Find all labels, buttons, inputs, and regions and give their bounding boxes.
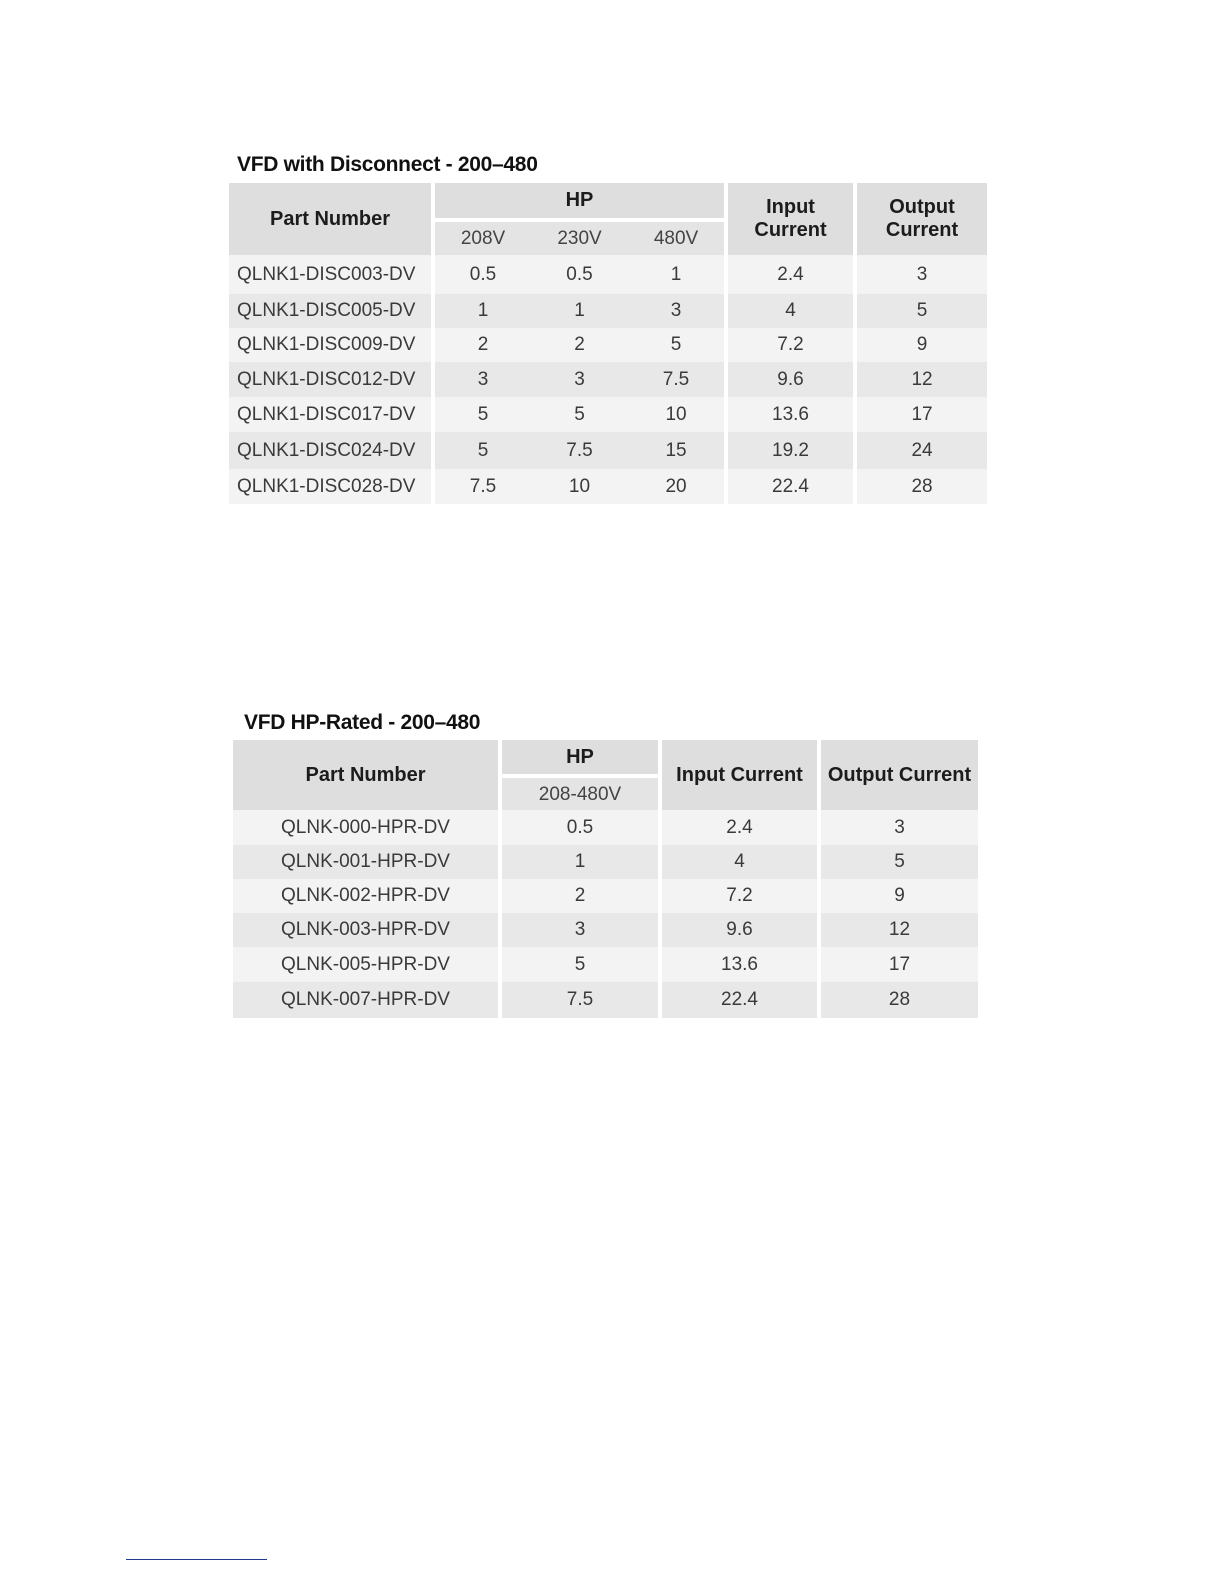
- part-number-cell: QLNK-002-HPR-DV: [233, 879, 500, 913]
- value-cell: 17: [819, 947, 978, 982]
- value-cell: 4: [726, 294, 855, 328]
- value-cell: 1: [628, 255, 726, 294]
- value-cell: 3: [628, 294, 726, 328]
- value-cell: 0.5: [500, 810, 660, 845]
- value-cell: 3: [819, 810, 978, 845]
- output-current-header: Output Current: [855, 183, 987, 255]
- table-row: [229, 255, 987, 294]
- value-cell: 1: [433, 294, 531, 328]
- input-current-header: Input Current: [660, 740, 819, 810]
- part-number-cell: QLNK1-DISC024-DV: [229, 432, 433, 469]
- value-cell: 2.4: [660, 810, 819, 845]
- part-number-cell: QLNK1-DISC005-DV: [229, 294, 433, 328]
- value-cell: 15: [628, 432, 726, 469]
- value-cell: 13.6: [660, 947, 819, 982]
- value-cell: 9: [855, 328, 987, 362]
- value-cell: 12: [855, 362, 987, 397]
- value-cell: 10: [628, 397, 726, 432]
- value-cell: 3: [500, 913, 660, 947]
- value-cell: 5: [855, 294, 987, 328]
- hp-230v-header: 230V: [531, 220, 628, 255]
- value-cell: 17: [855, 397, 987, 432]
- table-row: [229, 397, 987, 432]
- value-cell: 2: [433, 328, 531, 362]
- value-cell: 2.4: [726, 255, 855, 294]
- part-number-cell: QLNK-000-HPR-DV: [233, 810, 500, 845]
- part-number-cell: QLNK1-DISC017-DV: [229, 397, 433, 432]
- hp-208-480v-header: 208-480V: [500, 776, 660, 810]
- value-cell: 1: [531, 294, 628, 328]
- value-cell: 5: [819, 845, 978, 879]
- part-number-cell: QLNK-005-HPR-DV: [233, 947, 500, 982]
- table2-title: VFD HP-Rated - 200–480: [244, 711, 481, 734]
- value-cell: 28: [819, 982, 978, 1018]
- value-cell: 22.4: [726, 469, 855, 504]
- value-cell: 5: [433, 432, 531, 469]
- part-number-cell: QLNK1-DISC012-DV: [229, 362, 433, 397]
- output-current-header: Output Current: [819, 740, 978, 810]
- table-row: [233, 982, 978, 1018]
- part-number-header: Part Number: [233, 740, 500, 810]
- value-cell: 7.2: [660, 879, 819, 913]
- value-cell: 7.5: [500, 982, 660, 1018]
- value-cell: 13.6: [726, 397, 855, 432]
- part-number-header: Part Number: [229, 183, 433, 255]
- value-cell: 3: [531, 362, 628, 397]
- part-number-cell: QLNK1-DISC028-DV: [229, 469, 433, 504]
- hp-208v-header: 208V: [433, 220, 531, 255]
- hp-480v-header: 480V: [628, 220, 726, 255]
- value-cell: 20: [628, 469, 726, 504]
- vfd-disconnect-table: [229, 183, 987, 504]
- value-cell: 7.5: [531, 432, 628, 469]
- value-cell: 3: [433, 362, 531, 397]
- value-cell: 5: [500, 947, 660, 982]
- value-cell: 5: [531, 397, 628, 432]
- footnote-separator: [126, 1559, 267, 1560]
- hp-header: HP: [433, 183, 726, 220]
- value-cell: 4: [660, 845, 819, 879]
- value-cell: 28: [855, 469, 987, 504]
- value-cell: 9: [819, 879, 978, 913]
- value-cell: 19.2: [726, 432, 855, 469]
- value-cell: 2: [531, 328, 628, 362]
- part-number-cell: QLNK-001-HPR-DV: [233, 845, 500, 879]
- value-cell: 24: [855, 432, 987, 469]
- hp-header: HP: [500, 740, 660, 776]
- part-number-cell: QLNK-007-HPR-DV: [233, 982, 500, 1018]
- value-cell: 9.6: [726, 362, 855, 397]
- table-row: [229, 328, 987, 362]
- table-row: [229, 362, 987, 397]
- input-current-header: Input Current: [726, 183, 855, 255]
- table-row: [229, 432, 987, 469]
- part-number-cell: QLNK-003-HPR-DV: [233, 913, 500, 947]
- value-cell: 5: [628, 328, 726, 362]
- part-number-cell: QLNK1-DISC003-DV: [229, 255, 433, 294]
- table-row: [233, 913, 978, 947]
- table1-title: VFD with Disconnect - 200–480: [237, 153, 538, 176]
- table-row: [233, 845, 978, 879]
- value-cell: 7.5: [628, 362, 726, 397]
- part-number-cell: QLNK1-DISC009-DV: [229, 328, 433, 362]
- value-cell: 2: [500, 879, 660, 913]
- vfd-hp-rated-table: [233, 740, 978, 1018]
- table-row: [229, 469, 987, 504]
- value-cell: 0.5: [433, 255, 531, 294]
- table-row: [233, 879, 978, 913]
- table-row: [233, 810, 978, 845]
- value-cell: 22.4: [660, 982, 819, 1018]
- value-cell: 7.2: [726, 328, 855, 362]
- value-cell: 0.5: [531, 255, 628, 294]
- value-cell: 12: [819, 913, 978, 947]
- table-row: [229, 294, 987, 328]
- value-cell: 3: [855, 255, 987, 294]
- value-cell: 10: [531, 469, 628, 504]
- value-cell: 7.5: [433, 469, 531, 504]
- value-cell: 1: [500, 845, 660, 879]
- value-cell: 9.6: [660, 913, 819, 947]
- value-cell: 5: [433, 397, 531, 432]
- table-row: [233, 947, 978, 982]
